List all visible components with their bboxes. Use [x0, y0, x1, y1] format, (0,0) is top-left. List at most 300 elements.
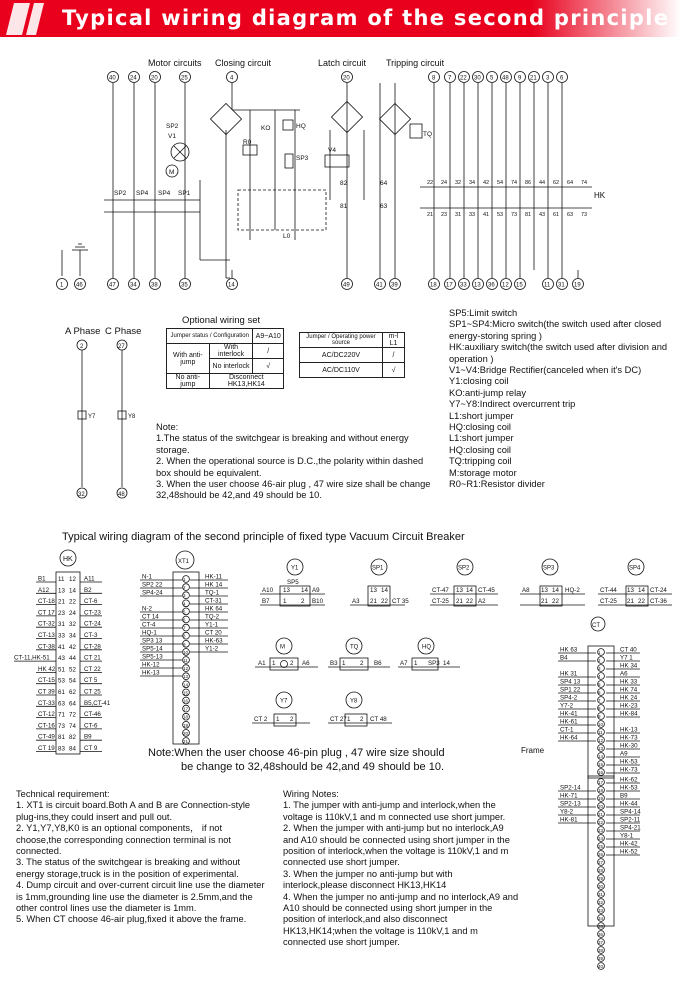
ct-pin-number: 11: [598, 730, 603, 735]
hk-row-pin: 81: [58, 734, 65, 742]
xt1-left-text: SP4-24: [142, 589, 163, 597]
xt1-pin-number: 3: [183, 593, 186, 599]
terminal-label: 41: [376, 282, 383, 289]
label-a-phase: A Phase: [65, 326, 101, 337]
ct-right-label: SP2-11: [620, 816, 641, 824]
hk-contact-label: 34: [469, 180, 476, 186]
xt1-left-text: SP5-14: [142, 645, 163, 653]
xt1-left-label: [140, 606, 182, 613]
hk-contact-label: 54: [497, 180, 504, 186]
comp-hq-b: 1: [414, 660, 418, 667]
note-line: 3. When the user choose 46-air plug , 47 wire size shall be change 32,48should be 42,and 49 should be 10.: [156, 479, 431, 501]
xt1-pin: [183, 665, 190, 672]
ct-pin: [598, 767, 640, 776]
wiring-line: 4. When the jumper no anti-jump and no interlock,A9 and A10 should be connected using short jumper in the position of interlock,and also disconnect HK13,HK14;when the voltage is 110kV,1 and m connected use short jumper.: [283, 891, 519, 948]
svg-text:HK: HK: [63, 556, 73, 563]
tech-line: 5. When CT choose 46-air plug,fixed it above the frame.: [16, 914, 247, 925]
comp-sp4-title: SP4: [629, 565, 641, 572]
ct-pin-number: 37: [598, 940, 604, 945]
comp-y1-title: Y1: [291, 565, 299, 572]
cell-ac220: AC/DC220V: [300, 348, 383, 363]
comp-y8-a: CT 27: [330, 716, 347, 723]
comp-sp3-c: 14: [552, 587, 559, 594]
hk-row-right: CT-28: [84, 643, 101, 651]
xt1-pin-number: 11: [183, 658, 188, 663]
hk-row-right: CT 25: [84, 688, 101, 696]
xt1-pin-number: 8: [183, 633, 186, 639]
ct-pin: [598, 859, 605, 866]
terminal-bottom: [129, 270, 140, 290]
terminal-bottom: [342, 270, 353, 290]
xt1-pin-number: 5: [183, 609, 186, 615]
xt1-right-text: HK 14: [205, 581, 223, 589]
hk-block-row: [36, 598, 102, 606]
hk-block-row: [36, 700, 111, 708]
hk-row-left: CT-15: [38, 677, 55, 685]
hk-row-pin: 11: [58, 576, 65, 583]
comp-sp4-h: CT-36: [650, 598, 667, 605]
xt1-pin-number: 10: [183, 649, 189, 655]
hk-row-left: A12: [38, 586, 50, 594]
terminal-label: 13: [474, 282, 481, 289]
xt1-left-text: HQ-1: [142, 629, 157, 637]
ct-left-label: SP4-2: [560, 694, 578, 702]
terminal-bottom: [557, 270, 568, 290]
xt1-left-text: SP2 22: [142, 581, 163, 589]
comp-sp3-f: 22: [552, 598, 559, 605]
comp-sp1-c: A3: [352, 598, 360, 605]
xt1-pin: [183, 689, 190, 696]
tech-line: 2. Y1,Y7,Y8,K0 is an optional components， if not choose,the corresponding connection terminal is not connected.: [16, 823, 231, 857]
xt1-left-label: [140, 670, 182, 677]
xt1-pin: [183, 576, 190, 583]
xt1-pin: [183, 713, 190, 720]
tech-line: 3. The status of the switchgear is breaking and without energy storage,truck is in the position of experimental.: [16, 857, 241, 879]
hk-contact-label: 41: [483, 212, 490, 218]
hk-row-pin: 43: [58, 655, 65, 663]
hk-row-left: CT 39: [38, 688, 55, 696]
ct-pin-number: 27: [598, 860, 604, 865]
label-latch-circuit: Latch circuit: [318, 58, 367, 68]
comp-m-b: 1: [272, 660, 276, 667]
ct-pin-number: 17: [598, 780, 604, 785]
xt1-pin-number: 4: [183, 601, 186, 607]
comp-y8: [328, 692, 392, 726]
lower-wiring-diagram: [0, 548, 681, 778]
comp-y1-g: 1: [283, 598, 287, 605]
ct-pin: [598, 963, 605, 970]
xt1-right-label: [190, 646, 228, 653]
xt1-left-text: HK-13: [142, 669, 160, 677]
xt1-right-text: TQ-1: [205, 589, 220, 597]
terminal-bottom: [108, 270, 119, 290]
comp-sp1-e: 22: [381, 598, 388, 605]
cell-slash2: /: [383, 348, 405, 363]
xt1-pin-number: 20: [183, 730, 189, 736]
hk-row-pin: 74: [69, 722, 76, 730]
ct-pin-number: 22: [598, 820, 604, 825]
ct-pin-number: 5: [598, 682, 601, 687]
terminal-label: 14: [228, 282, 235, 289]
xt1-right-text: CT-31: [205, 597, 222, 605]
xt1-pin: [183, 697, 190, 704]
hk-row-left: CT-11,HK-51: [14, 654, 50, 662]
legend-line: R0~R1:Resistor divider: [449, 479, 545, 490]
terminal-top: [473, 72, 484, 271]
comp-sp2: [430, 559, 498, 606]
ct-left-label: HK-61: [560, 718, 578, 726]
hk-block-row: [14, 655, 102, 663]
terminal-label: 34: [130, 282, 137, 289]
ct-pin-number: 30: [598, 884, 604, 889]
terminal-label: 39: [391, 282, 398, 289]
legend-line: HQ:closing coil: [449, 422, 512, 433]
svg-text:HQ: HQ: [296, 123, 306, 130]
ct-left-label: Y7-2: [560, 702, 574, 710]
xt1-right-text: HK 64: [205, 605, 223, 613]
terminal-label: 36: [488, 282, 495, 289]
terminal-top: [515, 72, 526, 271]
terminal-top: [108, 72, 119, 83]
hk-block-row: [36, 609, 102, 617]
wiring-line: 2. When the jumper with anti-jump but no interlock,A9 and A10 should be connected using short jumper in the position of interlock,when the voltage is 110kV,1 and m connected use short jumper.: [283, 823, 510, 868]
hk-row-pin: 22: [69, 598, 76, 606]
hk-row-pin: 23: [58, 609, 65, 617]
comp-y8-title: Y8: [350, 698, 358, 705]
ct-pin: [598, 947, 605, 954]
hk-block-row: [36, 689, 102, 697]
terminal-label: 1: [60, 282, 64, 289]
xt1-right-text: Y1-2: [205, 645, 219, 653]
ct-pin-number: 24: [598, 836, 604, 841]
xt1-pin: [183, 705, 190, 712]
terminal-top: [342, 72, 353, 83]
legend-line: KO:anti-jump relay: [449, 387, 526, 398]
comp-y7-title: Y7: [280, 698, 288, 705]
comp-y8-d: CT 48: [370, 716, 387, 723]
svg-text:XT1: XT1: [178, 559, 190, 565]
hk-row-left: CT-49: [38, 733, 55, 741]
ct-pin: [598, 663, 640, 672]
svg-text:48: 48: [118, 492, 125, 498]
hk-row-right: CT 5: [84, 677, 98, 685]
xt1-left-label: [140, 654, 182, 661]
svg-text:HK: HK: [594, 191, 606, 200]
ct-left-label: Y8-2: [560, 808, 574, 816]
ct-right-label: HK-52: [620, 848, 638, 856]
ct-right-label: HK-53: [620, 784, 638, 792]
xt1-pin-number: 9: [183, 641, 186, 647]
ct-pin-number: 18: [598, 788, 604, 793]
ct-pin-number: 31: [598, 892, 604, 897]
hk-row-pin: 54: [69, 677, 76, 685]
legend-line: Y7~Y8:Indirect overcurrent trip: [449, 399, 576, 410]
svg-text:V1: V1: [168, 133, 176, 140]
xt1-right-text: HK-11: [205, 573, 223, 581]
comp-sp3-b: 13: [541, 587, 548, 594]
terminal-top: [557, 72, 568, 271]
terminal-bottom: [459, 270, 470, 290]
comp-m-c: 2: [290, 660, 294, 667]
svg-text:SP2: SP2: [114, 190, 127, 197]
hk-block-row: [36, 722, 102, 730]
hk-contact-label: 63: [567, 212, 574, 218]
hk-row-pin: 12: [69, 576, 76, 583]
ct-right-label: SP4-21: [620, 824, 641, 832]
ct-right-label: SP4-14: [620, 808, 641, 816]
ct-right-label: HK-62: [620, 776, 638, 784]
hk-row-pin: 14: [69, 587, 76, 595]
bottom-note-2: be change to 32,48should be 42,and 49 should be 10.: [181, 761, 445, 773]
svg-text:Y7: Y7: [88, 414, 96, 420]
ct-left-label: SP4 13: [560, 678, 581, 686]
terminal-bottom: [573, 270, 584, 290]
hk-row-right: B9: [84, 733, 92, 741]
terminal-label: 40: [109, 75, 116, 82]
hk-contact-label: 73: [581, 212, 588, 218]
xt1-pin: [183, 592, 190, 599]
hk-contact-label: 44: [539, 180, 546, 186]
hk-aux-switch: [420, 180, 606, 218]
cell-no-anti: No anti-jump: [167, 374, 210, 389]
cell-disconnect: Disconnect HK13,HK14: [209, 374, 283, 389]
terminal-label: 5: [490, 75, 494, 82]
xt1-right-text: HK-63: [205, 637, 223, 645]
xt1-pin-number: 14: [183, 682, 189, 688]
hk-contact-label: 23: [441, 212, 448, 218]
xt1-right-label: [190, 590, 228, 597]
comp-sp4-b: 13: [627, 587, 634, 594]
xt1-pin: [183, 640, 190, 647]
hk-row-left: CT-12: [38, 711, 55, 719]
latch-circuit: [325, 83, 364, 270]
hk-row-right: B5,CT-41: [84, 699, 111, 707]
hk-block-row: [36, 745, 102, 753]
hk-row-right: CT 21: [84, 654, 101, 662]
hk-row-left: CT 19: [38, 745, 55, 752]
hk-contact-label: 33: [469, 212, 476, 218]
ct-left-label: SP2-13: [560, 800, 581, 808]
cell-a9: A9~A10: [253, 329, 284, 344]
ct-pin-number: 4: [598, 674, 601, 679]
label-motor-circuits: Motor circuits: [148, 58, 202, 68]
terminal-top: [445, 72, 456, 271]
cell-power-col: m-l L1: [383, 333, 405, 348]
comp-y1-h: 2: [301, 598, 305, 605]
ct-pin-number: 21: [598, 812, 604, 817]
comp-y1-i: B10: [312, 598, 324, 605]
terminal-bottom: [543, 270, 554, 290]
svg-text:27: 27: [118, 344, 125, 350]
ct-right-label: HK 74: [620, 686, 638, 694]
comp-m: [255, 638, 318, 670]
xt1-pin-number: 12: [183, 666, 189, 672]
hk-row-right: CT-6: [84, 598, 98, 606]
comp-hq-c: SP3: [428, 660, 440, 667]
xt1-pin-number: 1: [183, 577, 186, 582]
hk-contact-label: 61: [553, 212, 560, 218]
xt1-right-label: [190, 582, 228, 589]
svg-text:TQ: TQ: [423, 131, 433, 138]
ct-pin-number: 2: [598, 658, 601, 663]
hk-contact-label: 24: [441, 180, 448, 186]
svg-text:82: 82: [340, 180, 348, 187]
xt1-right-label: [190, 622, 228, 629]
hk-contact-label: 64: [567, 180, 574, 186]
comp-sp3: [520, 559, 585, 606]
xt1-right-label: [190, 614, 228, 621]
hk-row-pin: 61: [58, 689, 65, 696]
hk-contact-label: 32: [455, 180, 462, 186]
cell-anti-jump: With anti-jump: [167, 344, 210, 374]
xt1-left-label: [140, 662, 182, 669]
xt1-pin: [183, 681, 190, 688]
xt1-pin: [183, 657, 190, 664]
ct-block: [558, 617, 640, 778]
terminal-label: 11: [544, 282, 551, 289]
comp-tq-a: B3: [330, 660, 338, 667]
svg-text:SP1: SP1: [178, 190, 191, 197]
svg-text:CT: CT: [592, 623, 600, 629]
xt1-left-text: N-1: [142, 573, 152, 581]
ct-pin-number: 23: [598, 828, 604, 833]
comp-y1-a: A10: [262, 587, 274, 594]
comp-sp1-d: 21: [370, 598, 377, 605]
terminal-bottom: [375, 270, 386, 290]
ct-right-label: HK-53: [620, 758, 638, 766]
terminal-label: 38: [151, 282, 158, 289]
terminal-label: 22: [460, 75, 467, 82]
xt1-right-label: [190, 630, 228, 637]
terminal-label: 7: [448, 75, 452, 82]
comp-sp2-b: 13: [456, 587, 463, 594]
hk-block-row: [36, 711, 102, 719]
hk-row-pin: 83: [58, 745, 65, 753]
xt1-right-label: [190, 574, 228, 581]
hk-block-row: [36, 734, 102, 742]
tech-title: Technical requirement:: [16, 789, 110, 799]
ct-pin-number: 6: [598, 690, 601, 695]
legend-line: V1~V4:Bridge Rectifier(canceled when it's DC) Y1:closing coil: [449, 365, 642, 387]
terminal-bottom: [227, 270, 238, 290]
ct-right-label: CT 40: [620, 646, 637, 654]
legend-line: L1:short jumper: [449, 410, 514, 421]
hk-row-left: CT-16: [38, 722, 55, 730]
xt1-pin: [183, 649, 190, 656]
hk-row-pin: 52: [69, 666, 76, 674]
xt1-pin: [183, 624, 190, 631]
comp-sp3-d: HQ-2: [565, 587, 580, 594]
ct-pin-number: 12: [598, 738, 604, 743]
comp-sp2-d: CT-45: [478, 587, 495, 594]
hk-row-right: A11: [84, 575, 95, 583]
hk-contact-label: 74: [511, 180, 518, 186]
note-line: Note:: [156, 422, 179, 432]
ct-pin: [598, 891, 605, 898]
hk-row-pin: 31: [58, 621, 65, 629]
motor-circuit: [104, 83, 230, 270]
hk-block: [14, 550, 111, 754]
hk-contact-label: 62: [553, 180, 560, 186]
comp-sp1-b: 14: [381, 587, 388, 594]
comp-sp1-f: CT 35: [392, 598, 409, 605]
comp-hq-title: HQ: [422, 644, 431, 651]
xt1-left-label: [140, 622, 182, 629]
top-wiring-diagram: [0, 50, 681, 350]
ct-pin-number: 10: [598, 722, 604, 727]
wiring-title: Wiring Notes:: [283, 789, 339, 799]
xt1-left-label: [140, 574, 182, 581]
ct-left-label: HK-81: [560, 816, 578, 824]
ct-pin-number: 38: [598, 948, 604, 953]
ct-right-label: HK-73: [620, 734, 638, 742]
xt1-right-text: Y1-1: [205, 621, 219, 629]
terminal-ground: [75, 279, 86, 290]
terminal-label: 35: [181, 282, 188, 289]
xt1-right-text: CT 20: [205, 629, 222, 637]
ct-right-label: HK 33: [620, 678, 638, 686]
terminal-label: 24: [130, 75, 137, 82]
ct-pin: [598, 875, 605, 882]
hk-row-pin: 24: [69, 609, 76, 617]
xt1-pin-number: 19: [183, 722, 189, 728]
ct-pin: [598, 743, 640, 752]
hk-row-right: CT 22: [84, 665, 101, 673]
comp-sp2-h: A2: [478, 598, 486, 605]
ct-pin-number: 28: [598, 868, 604, 873]
ct-pin: [598, 931, 605, 938]
hk-contact-label: 31: [455, 212, 462, 218]
comp-sp3-a: A8: [522, 587, 530, 594]
terminal-bottom: [390, 270, 401, 290]
ct-right-label: HK-13: [620, 726, 638, 734]
frame-label: Frame: [521, 746, 545, 755]
terminal-top: [543, 72, 554, 271]
xt1-right-text: TQ-2: [205, 613, 220, 621]
ct-right-label: B9: [620, 792, 628, 800]
legend-line: L1:short jumper: [449, 433, 514, 444]
svg-text:63: 63: [380, 203, 388, 210]
ct-pin: [598, 883, 605, 890]
hk-row-pin: 42: [69, 643, 76, 651]
terminal-label: 30: [474, 75, 481, 82]
svg-text:M: M: [169, 169, 175, 176]
hk-row-pin: 73: [58, 722, 65, 730]
terminal-bottom: [180, 270, 191, 290]
ct-pin: [598, 899, 605, 906]
ct-pin: [598, 955, 605, 962]
comp-sp1: [350, 559, 409, 606]
hk-block-row: [36, 621, 102, 629]
cell-slash: /: [253, 344, 284, 359]
ct-pin-number: 8: [598, 706, 601, 711]
svg-text:81: 81: [340, 203, 348, 210]
terminal-ground: [57, 279, 68, 290]
hk-row-left: CT-38: [38, 643, 55, 651]
xt1-pin: [183, 584, 190, 591]
ct-left-label: HK-71: [560, 792, 578, 800]
terminal-label: 48: [502, 75, 509, 82]
hk-row-right: CT-6: [84, 722, 98, 730]
comp-sp3-title: SP3: [543, 565, 555, 572]
xt1-pin-number: 21: [183, 739, 189, 744]
xt1-pin: [183, 600, 190, 607]
terminal-label: 47: [109, 282, 116, 289]
cell-check: √: [253, 359, 284, 374]
comp-y1-d: 14: [301, 587, 308, 594]
terminal-label: 25: [181, 75, 188, 82]
ct-pin-number: 26: [598, 852, 604, 857]
